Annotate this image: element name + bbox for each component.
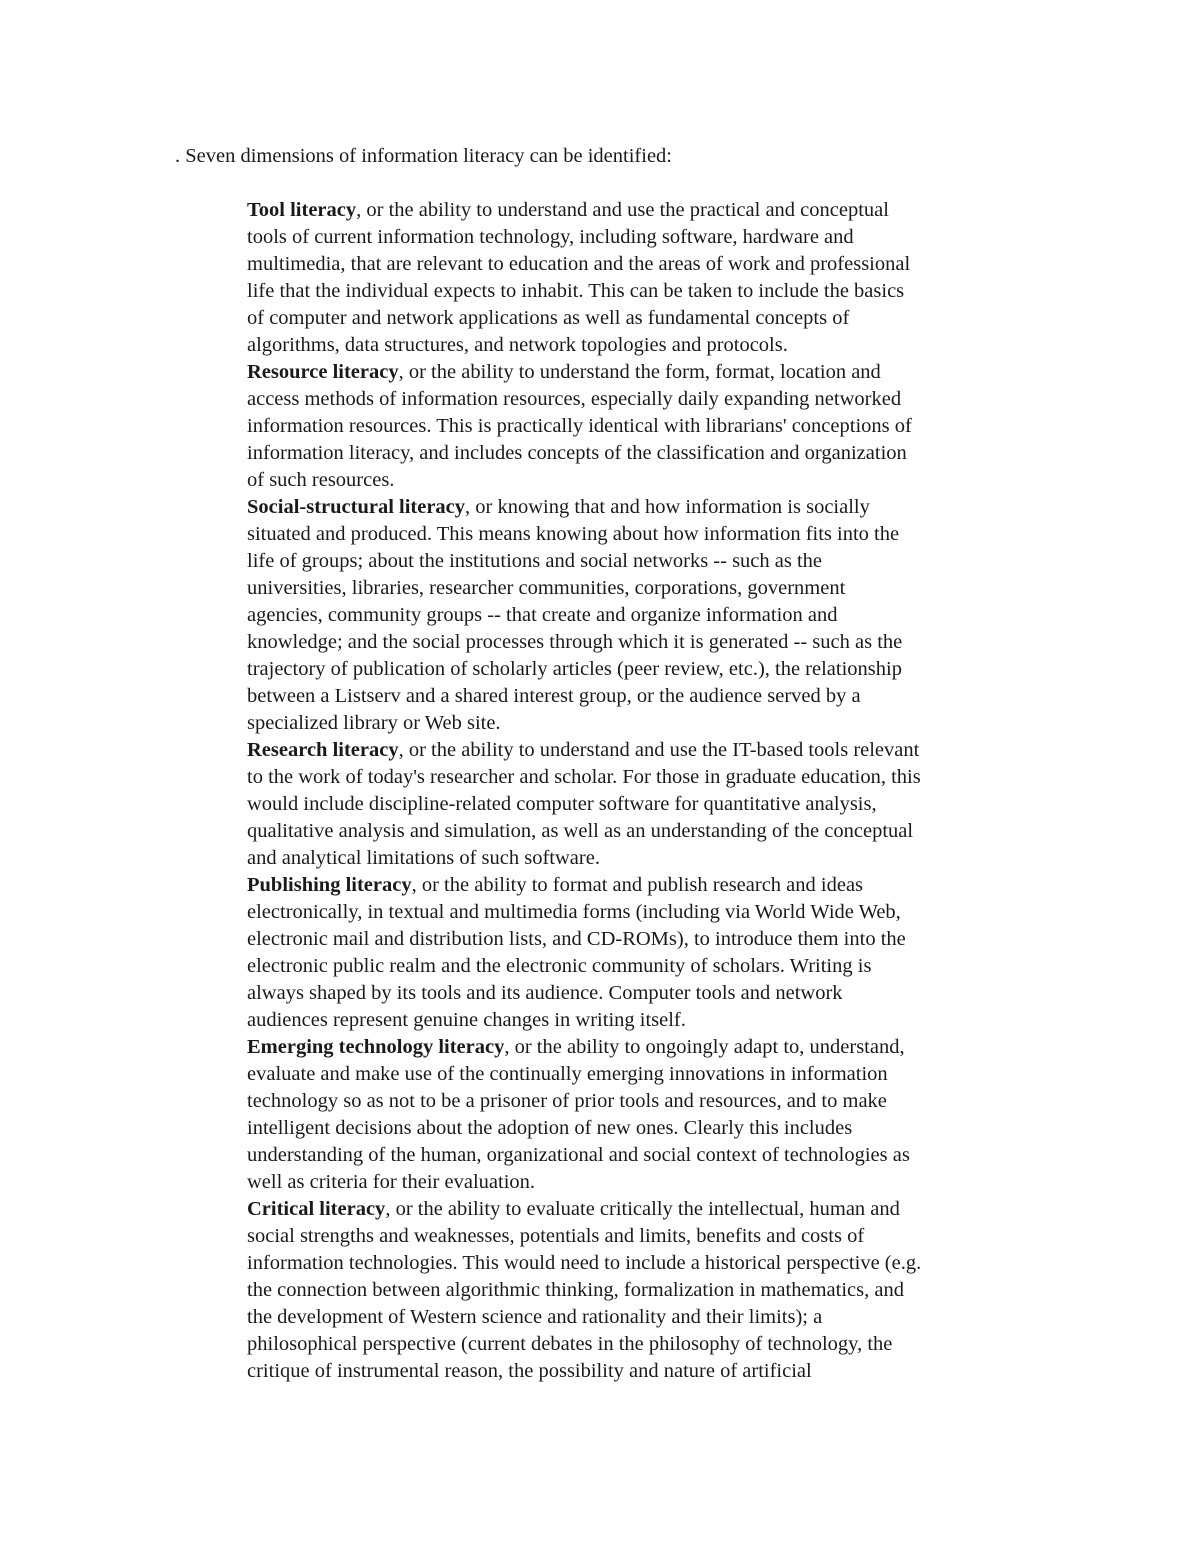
intro-sentence: . Seven dimensions of information literacy can be identified:	[175, 145, 672, 167]
literacy-dimension-item	[247, 197, 1037, 359]
text-line: critique of instrumental reason, the possibility and nature of artificial	[247, 1360, 812, 1382]
text-line	[247, 494, 1037, 521]
text-line: would include discipline-related computer software for quantitative analysis,	[247, 793, 877, 815]
literacy-dimension-item	[247, 1034, 1037, 1196]
text-line: information resources. This is practically identical with librarians' conceptions of	[247, 415, 912, 437]
description-text: , or the ability to understand and use the IT-based tools relevant	[398, 739, 920, 761]
description-text: , or the ability to ongoingly adapt to, understand,	[504, 1036, 905, 1058]
text-line	[247, 1034, 1037, 1061]
literacy-dimensions-list	[247, 197, 1037, 1385]
text-line	[247, 737, 1037, 764]
text-line: specialized library or Web site.	[247, 712, 501, 734]
literacy-term: Critical literacy	[247, 1198, 386, 1220]
literacy-term: Social-structural literacy	[247, 496, 466, 518]
text-line: universities, libraries, researcher communities, corporations, government	[247, 577, 846, 599]
text-line: situated and produced. This means knowing about how information fits into the	[247, 523, 900, 545]
literacy-dimension-item	[247, 737, 1037, 872]
literacy-term: Publishing literacy	[247, 874, 412, 896]
text-line: electronic mail and distribution lists, and CD-ROMs), to introduce them into the	[247, 928, 906, 950]
text-line: life of groups; about the institutions and social networks -- such as the	[247, 550, 823, 572]
text-line: social strengths and weaknesses, potentials and limits, benefits and costs of	[247, 1225, 865, 1247]
text-line: to the work of today's researcher and scholar. For those in graduate education, this	[247, 766, 921, 788]
literacy-dimension-item	[247, 494, 1037, 737]
text-line: well as criteria for their evaluation.	[247, 1171, 536, 1193]
description-text: , or the ability to understand and use the practical and conceptual	[356, 199, 889, 221]
text-line: between a Listserv and a shared interest group, or the audience served by a	[247, 685, 861, 707]
text-line: intelligent decisions about the adoption of new ones. Clearly this includes	[247, 1117, 853, 1139]
text-line: the connection between algorithmic thinking, formalization in mathematics, and	[247, 1279, 904, 1301]
text-line: information literacy, and includes concepts of the classification and organization	[247, 442, 907, 464]
text-line: understanding of the human, organizational and social context of technologies as	[247, 1144, 910, 1166]
text-line: trajectory of publication of scholarly articles (peer review, etc.), the relationship	[247, 658, 902, 680]
literacy-term: Emerging technology literacy	[247, 1036, 505, 1058]
text-line	[247, 197, 1037, 224]
text-line: philosophical perspective (current debates in the philosophy of technology, the	[247, 1333, 893, 1355]
text-line: audiences represent genuine changes in writing itself.	[247, 1009, 686, 1031]
literacy-dimension-item	[247, 1196, 1037, 1385]
text-line: and analytical limitations of such software.	[247, 847, 600, 869]
text-line: always shaped by its tools and its audience. Computer tools and network	[247, 982, 843, 1004]
literacy-term: Tool literacy	[247, 199, 357, 221]
literacy-term: Resource literacy	[247, 361, 399, 383]
text-line	[247, 872, 1037, 899]
text-line: knowledge; and the social processes through which it is generated -- such as the	[247, 631, 903, 653]
text-line: life that the individual expects to inhabit. This can be taken to include the basics	[247, 280, 905, 302]
text-line: of computer and network applications as well as fundamental concepts of	[247, 307, 850, 329]
description-text: , or the ability to format and publish research and ideas	[411, 874, 864, 896]
text-line: information technologies. This would need to include a historical perspective (e.g.	[247, 1252, 922, 1274]
literacy-term: Research literacy	[247, 739, 399, 761]
text-line: access methods of information resources, especially daily expanding networked	[247, 388, 902, 410]
text-line: technology so as not to be a prisoner of prior tools and resources, and to make	[247, 1090, 887, 1112]
description-text: , or knowing that and how information is socially	[465, 496, 870, 518]
text-line: electronically, in textual and multimedia forms (including via World Wide Web,	[247, 901, 901, 923]
literacy-dimension-item	[247, 359, 1037, 494]
text-line: algorithms, data structures, and network topologies and protocols.	[247, 334, 788, 356]
text-line: agencies, community groups -- that create and organize information and	[247, 604, 838, 626]
text-line: tools of current information technology, including software, hardware and	[247, 226, 854, 248]
text-line	[247, 359, 1037, 386]
description-text: , or the ability to evaluate critically the intellectual, human and	[385, 1198, 900, 1220]
text-line: qualitative analysis and simulation, as well as an understanding of the conceptual	[247, 820, 914, 842]
text-line: the development of Western science and rationality and their limits); a	[247, 1306, 823, 1328]
text-line: electronic public realm and the electronic community of scholars. Writing is	[247, 955, 872, 977]
text-line	[247, 1196, 1037, 1223]
literacy-dimension-item	[247, 872, 1037, 1034]
text-line: of such resources.	[247, 469, 395, 491]
description-text: , or the ability to understand the form, format, location and	[398, 361, 881, 383]
text-line: multimedia, that are relevant to education and the areas of work and professional	[247, 253, 911, 275]
text-line: evaluate and make use of the continually emerging innovations in information	[247, 1063, 888, 1085]
